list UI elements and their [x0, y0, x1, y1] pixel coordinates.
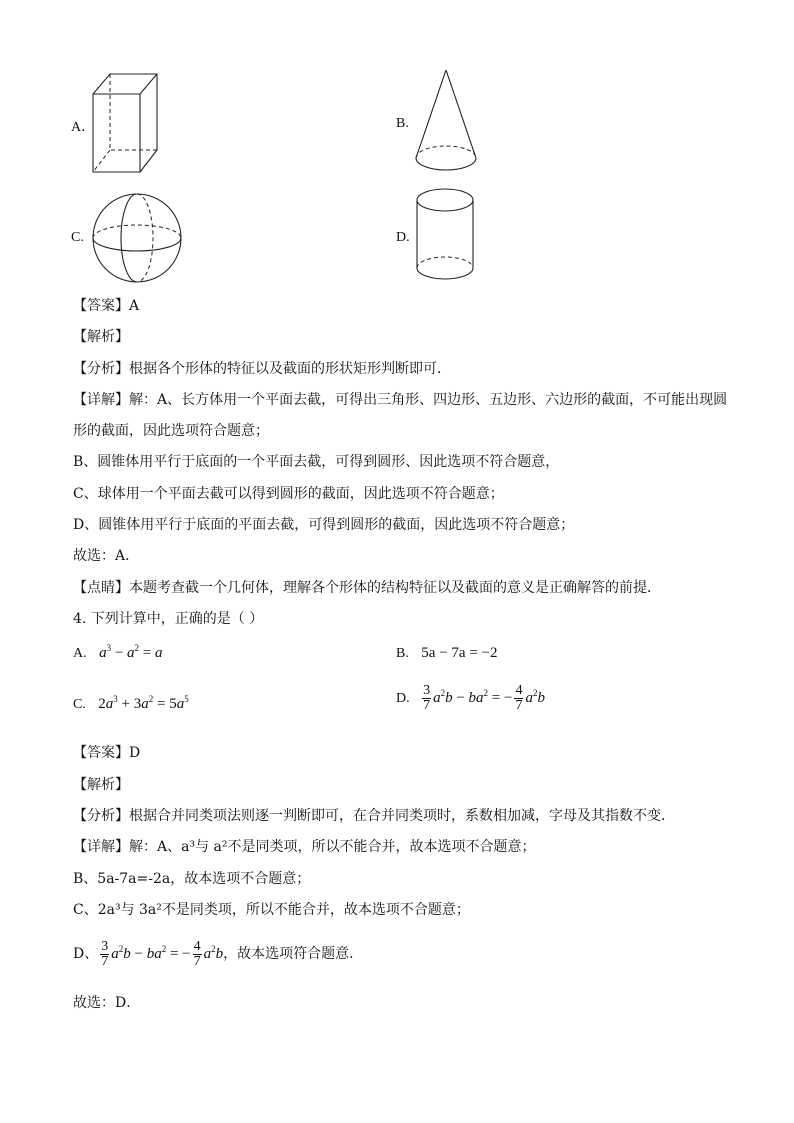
xiangjie-text: 解：A、a³与 a²不是同类项，所以不能合并，故本选项不合题意； — [129, 839, 536, 855]
q4-stem: 4. 下列计算中，正确的是（ ） — [73, 611, 264, 627]
q4-choose-line: 故选：D． — [73, 995, 141, 1011]
fenxi-tag: 【分析】 — [73, 361, 129, 377]
q4-option-c — [73, 696, 189, 713]
option-c-label: C. — [71, 230, 84, 245]
q4-option-d-expr: $\frac{3}{7}$ $a^2b - ba^2$ = − $\frac{4}{7}$ $a^2b$ — [423, 683, 545, 713]
cone-figure — [412, 68, 482, 176]
option-b-label: B. — [396, 116, 409, 131]
q4-fenxi-line — [73, 806, 675, 826]
q4-analysis-heading: 【解析】 — [73, 777, 129, 793]
sphere-figure — [90, 192, 184, 284]
q4-xiangjie-line3: C、2a³与 3a²不是同类项，所以不能合并，故本选项不合题意； — [73, 902, 470, 918]
dianjing-tag: 【点睛】 — [73, 580, 129, 596]
q3-xiangjie-line5: D、圆锥体用平行于底面的平面去截，可得到圆形的截面，因此选项不符合题意； — [73, 517, 575, 533]
answer-tag: 【答案】 — [73, 298, 129, 314]
fraction-3-7: $\frac{3}{7}$ — [101, 939, 109, 970]
fraction-3-7: $\frac{3}{7}$ — [423, 683, 431, 713]
d-prefix: D、 — [73, 946, 99, 962]
q4-option-d — [396, 684, 545, 713]
q4-option-b-expr: 5a − 7a = −2 — [421, 645, 498, 661]
q3-answer-line — [73, 296, 139, 316]
q4-option-b — [396, 645, 498, 662]
answer-value: A — [129, 298, 140, 314]
q4-xiangjie-line1 — [73, 837, 535, 857]
q4-xiangjie-line4 — [73, 936, 363, 972]
q3-xiangjie-line1 — [73, 390, 727, 410]
q4-option-a — [73, 645, 163, 662]
q4-option-c-label: C. — [73, 697, 86, 712]
q4-option-d-label: D. — [396, 690, 410, 706]
q4-xiangjie-line2: B、5a-7a=-2a，故本选项不合题意； — [73, 871, 311, 887]
q3-xiangjie-line2: 形的截面，因此选项符合题意； — [73, 423, 269, 439]
fenxi-text: 根据各个形体的特征以及截面的形状矩形判断即可． — [129, 361, 451, 377]
q3-fenxi-line — [73, 359, 451, 379]
fraction-4-7: $\frac{4}{7}$ — [193, 939, 201, 970]
answer-tag: 【答案】 — [73, 745, 129, 761]
fenxi-text: 根据合并同类项法则逐一判断即可，在合并同类项时，系数相加减，字母及其指数不变． — [129, 808, 675, 824]
xiangjie-text: 解：A、长方体用一个平面去截，可得出三角形、四边形、五边形、六边形的截面，不可能出现圆 — [129, 392, 728, 408]
q3-dianjing-line — [73, 578, 661, 598]
option-a-label: A． — [71, 120, 96, 135]
q4-option-c-expr: $2a^3 + 3a^2 = 5a^5$ — [98, 694, 189, 712]
q4-option-b-label: B. — [396, 646, 409, 661]
q3-choose-line: 故选：A． — [73, 548, 140, 564]
q4-option-a-label: A. — [73, 646, 87, 661]
xiangjie-tag: 【详解】 — [73, 392, 129, 408]
q3-xiangjie-line4: C、球体用一个平面去截可以得到圆形的截面，因此选项不符合题意； — [73, 486, 504, 502]
xiangjie-tag: 【详解】 — [73, 839, 129, 855]
q3-xiangjie-line3: B、圆锥体用平行于底面的一个平面去截，可得到圆形、因此选项不符合题意， — [73, 454, 560, 470]
option-d-label: D. — [396, 230, 410, 245]
q4-option-a-expr: $a^3 - a^2 = a$ — [99, 643, 163, 661]
d-suffix: ，故本选项符合题意． — [223, 946, 364, 962]
q4-answer-line — [73, 743, 140, 763]
d-expression: $\frac{3}{7}$ $a^2b - ba^2$ = − $\frac{4}{7}$ $a^2b$ — [101, 939, 224, 970]
cylinder-figure — [412, 186, 478, 284]
q3-analysis-heading: 【解析】 — [73, 329, 129, 345]
answer-value: D — [129, 745, 141, 761]
dianjing-text: 本题考查截一个几何体，理解各个形体的结构特征以及截面的意义是正确解答的前提． — [129, 580, 661, 596]
fraction-4-7: $\frac{4}{7}$ — [515, 683, 523, 713]
fenxi-tag: 【分析】 — [73, 808, 129, 824]
cuboid-figure — [88, 70, 162, 174]
